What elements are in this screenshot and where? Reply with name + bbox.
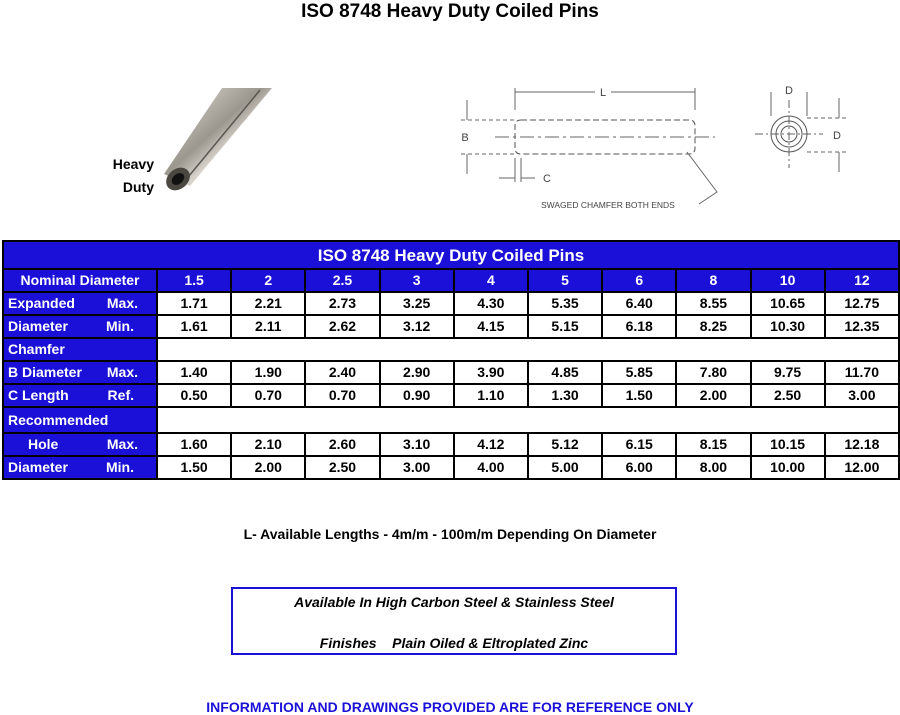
nominal-cell: 1.5 [157, 269, 231, 292]
table-cell: 2.21 [231, 292, 305, 315]
materials-line: Available In High Carbon Steel & Stainless Steel [294, 594, 614, 610]
dim-label-c: C [543, 173, 551, 185]
nominal-cell: 2.5 [305, 269, 379, 292]
table-cell: 12.00 [825, 456, 899, 479]
table-cell: 7.80 [676, 361, 750, 384]
nominal-label: Nominal Diameter [3, 269, 157, 292]
min-tag: Min. [106, 318, 134, 334]
table-row-hole-max [3, 433, 899, 456]
nominal-cell: 4 [454, 269, 528, 292]
nominal-cell: 10 [751, 269, 825, 292]
dim-label-d-side: D [833, 130, 841, 142]
table-cell: 11.70 [825, 361, 899, 384]
chamfer-caption: SWAGED CHAMFER BOTH ENDS [541, 200, 675, 210]
table-cell: 2.90 [380, 361, 454, 384]
table-cell: 5.85 [602, 361, 676, 384]
nominal-cell: 8 [676, 269, 750, 292]
c-length-label [3, 384, 157, 407]
nominal-cell: 12 [825, 269, 899, 292]
table-row-expanded-max [3, 292, 899, 315]
expanded-label: Expanded [8, 295, 75, 311]
max-tag: Max. [106, 436, 138, 452]
table-cell: 3.00 [825, 384, 899, 407]
max-tag: Max. [106, 364, 138, 380]
nominal-cell: 3 [380, 269, 454, 292]
ref-tag: Ref. [107, 387, 134, 403]
table-cell: 1.71 [157, 292, 231, 315]
table-cell: 1.61 [157, 315, 231, 338]
table-cell: 1.60 [157, 433, 231, 456]
table-cell: 10.00 [751, 456, 825, 479]
table-row-expanded-min [3, 315, 899, 338]
b-diameter-label [3, 361, 157, 384]
table-cell: 5.12 [528, 433, 602, 456]
pin-label-heavy: Heavy [112, 156, 154, 172]
table-banner-row [3, 241, 899, 269]
table-cell: 8.00 [676, 456, 750, 479]
table-cell: 4.15 [454, 315, 528, 338]
table-cell: 1.50 [602, 384, 676, 407]
pin-label-duty: Duty [122, 179, 154, 195]
table-cell: 1.90 [231, 361, 305, 384]
table-cell: 1.40 [157, 361, 231, 384]
table-row-nominal [3, 269, 899, 292]
table-cell: 6.40 [602, 292, 676, 315]
hole-min-label [3, 456, 157, 479]
dim-label-d-top: D [785, 85, 793, 97]
table-cell: 2.50 [751, 384, 825, 407]
table-cell: 6.18 [602, 315, 676, 338]
table-row-hole-heading [3, 407, 899, 433]
hole-text: Hole [28, 436, 59, 452]
table-cell: 3.25 [380, 292, 454, 315]
max-tag: Max. [106, 295, 138, 311]
table-cell: 1.30 [528, 384, 602, 407]
table-cell: 4.00 [454, 456, 528, 479]
nominal-cell: 2 [231, 269, 305, 292]
diameter-label: Diameter [8, 459, 68, 475]
nominal-cell: 6 [602, 269, 676, 292]
table-cell: 12.18 [825, 433, 899, 456]
diameter-label: Diameter [8, 318, 68, 334]
dim-label-b: B [461, 132, 469, 144]
table-row-c-length [3, 384, 899, 407]
table-cell: 2.10 [231, 433, 305, 456]
table-cell: 3.00 [380, 456, 454, 479]
coiled-pin-photo [160, 86, 280, 196]
expanded-min-label [3, 315, 157, 338]
blank-cell [157, 407, 899, 433]
lengths-note: L- Available Lengths - 4m/m - 100m/m Depending On Diameter [243, 526, 657, 542]
table-cell: 2.73 [305, 292, 379, 315]
table-cell: 2.40 [305, 361, 379, 384]
table-cell: 10.15 [751, 433, 825, 456]
min-tag: Min. [106, 459, 134, 475]
table-cell: 8.25 [676, 315, 750, 338]
table-cell: 0.70 [231, 384, 305, 407]
table-cell: 1.10 [454, 384, 528, 407]
b-diameter-text: B Diameter [8, 364, 82, 380]
table-cell: 2.11 [231, 315, 305, 338]
blank-cell [157, 338, 899, 361]
hole-max-label [3, 433, 157, 456]
table-cell: 9.75 [751, 361, 825, 384]
table-cell: 12.35 [825, 315, 899, 338]
table-cell: 8.15 [676, 433, 750, 456]
table-row-chamfer-heading [3, 338, 899, 361]
table-cell: 12.75 [825, 292, 899, 315]
table-cell: 5.00 [528, 456, 602, 479]
table-cell: 2.62 [305, 315, 379, 338]
table-cell: 2.60 [305, 433, 379, 456]
table-cell: 4.30 [454, 292, 528, 315]
table-cell: 1.50 [157, 456, 231, 479]
page-title: ISO 8748 Heavy Duty Coiled Pins [301, 1, 599, 22]
table-cell: 0.50 [157, 384, 231, 407]
expanded-max-label [3, 292, 157, 315]
table-cell: 6.00 [602, 456, 676, 479]
materials-box [231, 587, 677, 655]
table-cell: 10.30 [751, 315, 825, 338]
table-row-b-diameter [3, 361, 899, 384]
table-banner: ISO 8748 Heavy Duty Coiled Pins [3, 241, 899, 269]
table-cell: 3.10 [380, 433, 454, 456]
reference-disclaimer: INFORMATION AND DRAWINGS PROVIDED ARE FOR REFERENCE ONLY [206, 699, 694, 715]
spec-table [2, 240, 900, 480]
table-cell: 4.85 [528, 361, 602, 384]
table-cell: 4.12 [454, 433, 528, 456]
chamfer-heading: Chamfer [3, 338, 157, 361]
table-cell: 10.65 [751, 292, 825, 315]
table-cell: 2.00 [676, 384, 750, 407]
table-cell: 2.50 [305, 456, 379, 479]
table-cell: 5.35 [528, 292, 602, 315]
table-cell: 5.15 [528, 315, 602, 338]
dim-label-l: L [599, 87, 607, 99]
table-row-hole-min [3, 456, 899, 479]
c-length-text: C Length [8, 387, 69, 403]
table-cell: 3.12 [380, 315, 454, 338]
table-cell: 2.00 [231, 456, 305, 479]
nominal-cell: 5 [528, 269, 602, 292]
hole-heading: Recommended [3, 407, 157, 433]
table-cell: 8.55 [676, 292, 750, 315]
table-cell: 0.90 [380, 384, 454, 407]
table-cell: 0.70 [305, 384, 379, 407]
pin-dimension-drawing [455, 80, 865, 220]
finishes-line: Finishes Plain Oiled & Eltroplated Zinc [319, 635, 589, 651]
table-cell: 6.15 [602, 433, 676, 456]
table-cell: 3.90 [454, 361, 528, 384]
